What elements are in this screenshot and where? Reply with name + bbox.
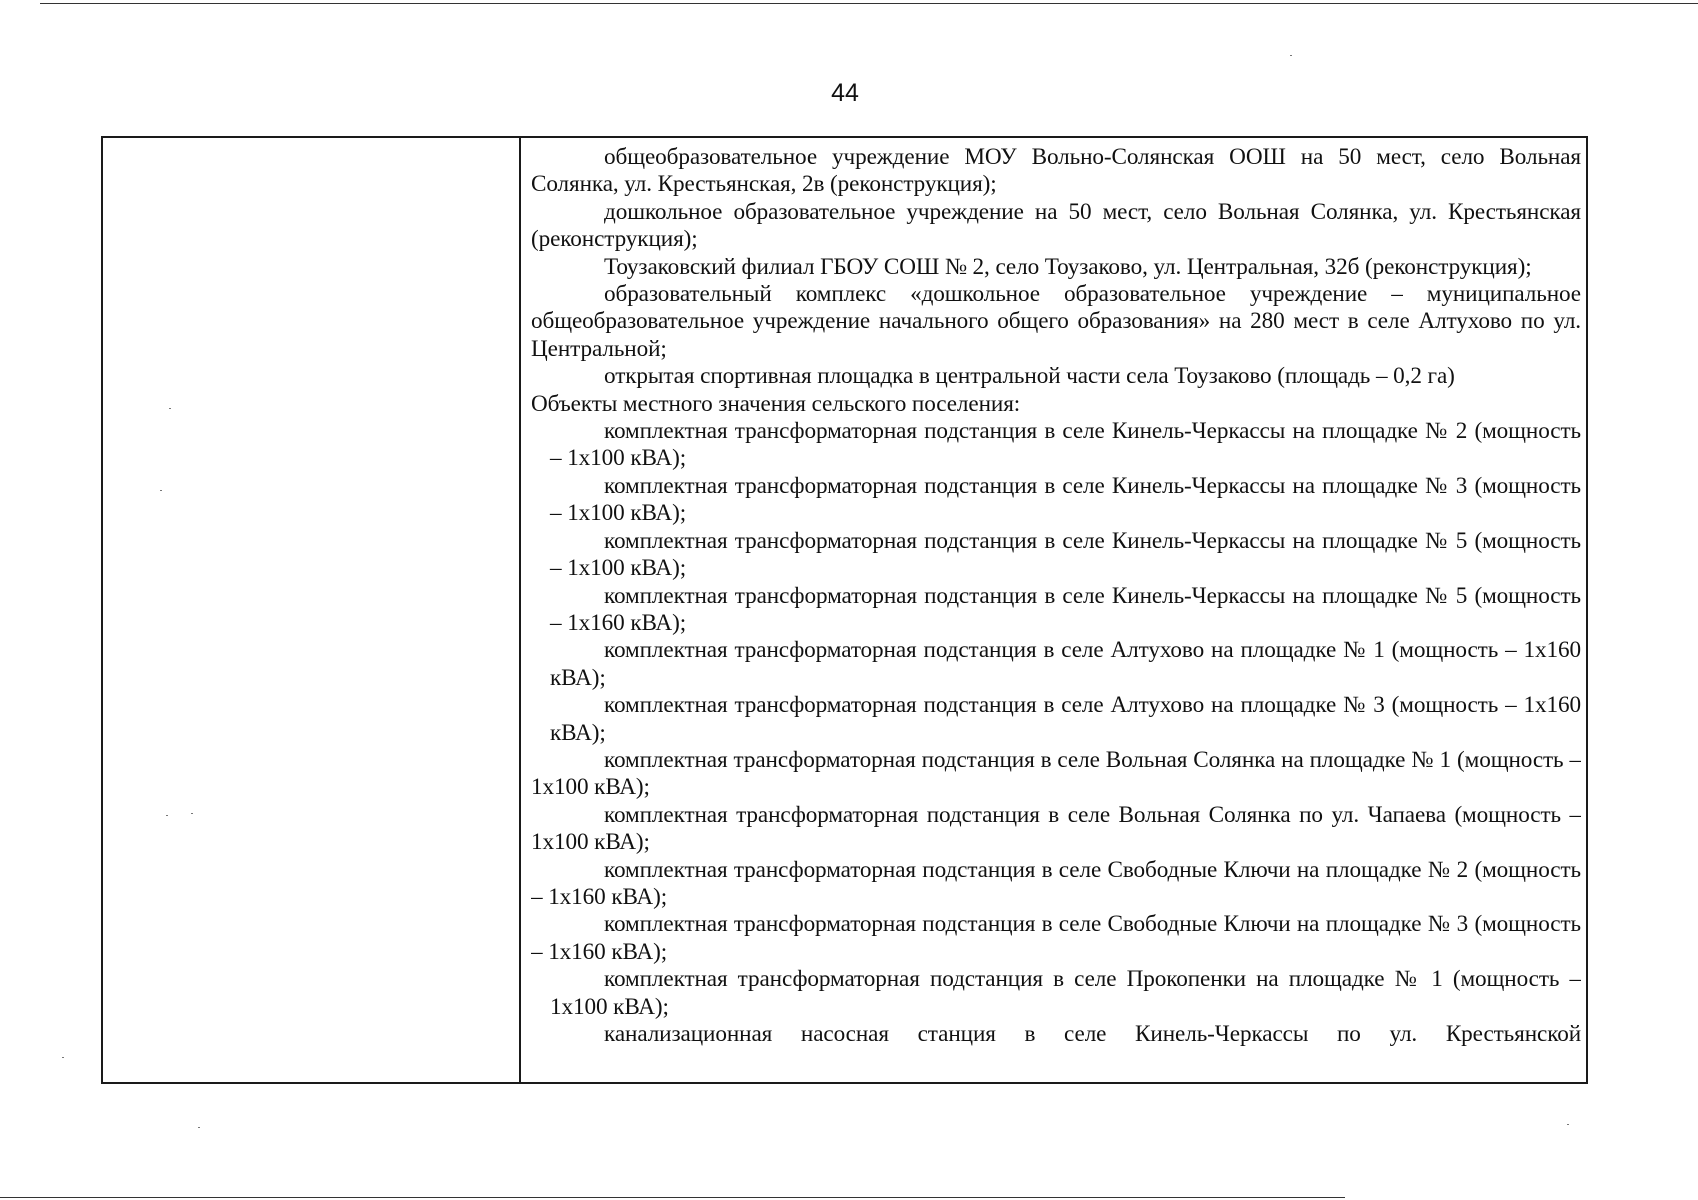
list-item: открытая спортивная площадка в центральной части села Тоузаково (площадь – 0,2 га)	[604, 363, 1455, 390]
scan-speck	[160, 490, 162, 491]
list-item: комплектная трансформаторная подстанция в селе Кинель-Черкассы на площадке № 5 (мощность – 1х100 кВА);	[550, 527, 1581, 582]
list-item: комплектная трансформаторная подстанция в селе Кинель-Черкассы на площадке № 5 (мощность – 1х160 кВА);	[550, 582, 1581, 636]
section-heading: Объекты местного значения сельского поселения:	[531, 390, 1021, 417]
list-item: канализационная насосная станция в селе Кинель-Черкассы по ул. Крестьянской	[604, 1021, 1581, 1047]
list-item: образовательный комплекс «дошкольное образовательное учреждение – муниципальное общеобразовательное учреждение начального общего образования» на 280 мест в селе Алтухово по ул. Центральной;	[531, 281, 1581, 362]
column-divider	[519, 138, 521, 1082]
list-item: Тоузаковский филиал ГБОУ СОШ № 2, село Тоузаково, ул. Центральная, 32б (реконструкция);	[604, 253, 1532, 280]
table-left-cell	[103, 138, 519, 1082]
scan-speck	[1567, 1124, 1569, 1125]
table-right-cell	[531, 144, 1581, 1084]
list-item: дошкольное образовательное учреждение на 50 мест, село Вольная Солянка, ул. Крестьянская (реконструкция);	[531, 198, 1581, 253]
list-item: общеобразовательное учреждение МОУ Вольно-Солянская ООШ на 50 мест, село Вольная Солянка, ул. Крестьянская, 2в (реконструкция);	[531, 144, 1581, 198]
scan-speck	[1290, 55, 1292, 56]
list-item: комплектная трансформаторная подстанция в селе Свободные Ключи на площадке № 2 (мощность – 1х160 кВА);	[531, 856, 1581, 910]
list-item: комплектная трансформаторная подстанция в селе Кинель-Черкассы на площадке № 3 (мощность – 1х100 кВА);	[550, 472, 1581, 527]
objects-table	[101, 136, 1588, 1084]
list-item: комплектная трансформаторная подстанция в селе Прокопенки на площадке № 1 (мощность – 1х100 кВА);	[550, 966, 1581, 1020]
top-scan-border	[40, 3, 1698, 4]
list-item: комплектная трансформаторная подстанция в селе Алтухово на площадке № 3 (мощность – 1х160 кВА);	[550, 692, 1581, 746]
bottom-scan-border	[0, 1197, 1345, 1198]
list-item: комплектная трансформаторная подстанция в селе Вольная Солянка на площадке № 1 (мощность – 1х100 кВА);	[531, 746, 1581, 801]
list-item: комплектная трансформаторная подстанция в селе Алтухово на площадке № 1 (мощность – 1х160 кВА);	[550, 637, 1581, 691]
list-item: комплектная трансформаторная подстанция в селе Свободные Ключи на площадке № 3 (мощность – 1х160 кВА);	[531, 911, 1581, 965]
scan-speck	[191, 813, 193, 814]
page-number: 44	[831, 79, 859, 107]
scan-speck	[166, 815, 168, 816]
scan-speck	[169, 408, 171, 409]
list-item: комплектная трансформаторная подстанция в селе Вольная Солянка по ул. Чапаева (мощность – 1х100 кВА);	[531, 801, 1581, 856]
scan-speck	[62, 1057, 64, 1058]
list-item: комплектная трансформаторная подстанция в селе Кинель-Черкассы на площадке № 2 (мощность – 1х100 кВА);	[550, 418, 1581, 472]
scan-speck	[198, 1127, 200, 1128]
